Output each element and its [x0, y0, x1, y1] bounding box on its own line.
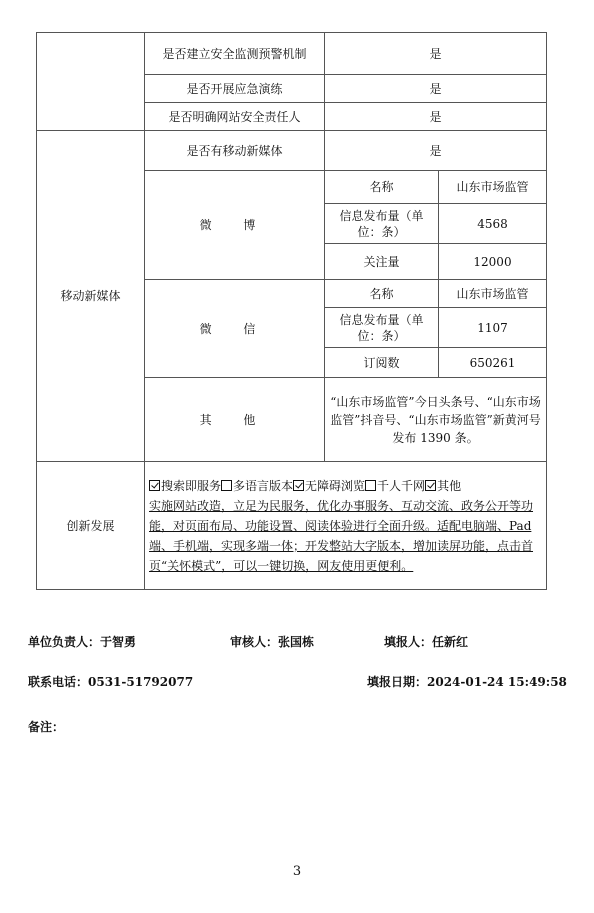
checkbox-checked-icon: [425, 480, 436, 491]
option-label: 搜索即服务: [161, 478, 222, 493]
filler: 填报人：任新红: [384, 635, 469, 649]
wechat-info-value: 1107: [439, 308, 547, 348]
page-number: 3: [292, 864, 302, 879]
option-label: 无障碍浏览: [305, 478, 366, 493]
emergency-drill-value: 是: [325, 75, 547, 103]
weibo-follow-label: 关注量: [325, 244, 439, 280]
wechat-subscribe-label: 订阅数: [325, 348, 439, 378]
checkbox-checked-icon: [293, 480, 304, 491]
has-mobile-media-value: 是: [325, 131, 547, 171]
security-warning-value: 是: [325, 33, 547, 75]
innovation-description: 实施网站改造，立足为民服务，优化办事服务、互动交流、政务公开等功能，对页面布局、功能设置、阅读体验进行全面升级。适配电脑端、Pad 端、手机端，实现多端一体；开发整站大字版本，增加读屏功能，点击首页“关怀模式”，可以一键切换，网友使用更便利。: [149, 498, 534, 573]
other-media-label: 其 他: [145, 378, 325, 462]
blank-section-cell: [37, 33, 145, 131]
weibo-label: 微 博: [145, 171, 325, 280]
security-warning-label: 是否建立安全监测预警机制: [145, 33, 325, 75]
mobile-media-section-label: 移动新媒体: [37, 131, 145, 462]
other-media-value: “山东市场监管”今日头条号、“山东市场监管”抖音号、“山东市场监管”新黄河号发布 1390 条。: [325, 378, 547, 462]
wechat-label: 微 信: [145, 280, 325, 378]
weibo-info-value: 4568: [439, 204, 547, 244]
option-label: 其他: [437, 478, 462, 493]
option-multilanguage: [221, 479, 293, 493]
option-label: 多语言版本: [233, 478, 294, 493]
option-search-service: [149, 479, 221, 493]
security-officer-value: 是: [325, 103, 547, 131]
remark-label: 备注：: [28, 720, 65, 734]
innovation-options: [149, 476, 542, 496]
has-mobile-media-label: 是否有移动新媒体: [145, 131, 325, 171]
wechat-name-value: 山东市场监管: [439, 280, 547, 308]
fill-date: 填报日期：2024-01-24 15:49:58: [367, 675, 567, 689]
checkbox-checked-icon: [149, 480, 160, 491]
security-officer-label: 是否明确网站安全责任人: [145, 103, 325, 131]
weibo-name-value: 山东市场监管: [439, 171, 547, 204]
option-accessibility: [293, 479, 365, 493]
option-other: [425, 479, 461, 493]
option-personalized: [365, 479, 425, 493]
option-label: 千人千网: [377, 478, 426, 493]
unit-head: 单位负责人：于智勇: [28, 635, 137, 649]
emergency-drill-label: 是否开展应急演练: [145, 75, 325, 103]
checkbox-unchecked-icon: [221, 480, 232, 491]
wechat-subscribe-value: 650261: [439, 348, 547, 378]
wechat-info-label: 信息发布量（单位：条）: [325, 308, 439, 348]
contact-phone: 联系电话：0531-51792077: [28, 675, 194, 689]
checkbox-unchecked-icon: [365, 480, 376, 491]
weibo-info-label: 信息发布量（单位：条）: [325, 204, 439, 244]
innovation-label: 创新发展: [37, 462, 145, 590]
innovation-content: [145, 462, 547, 590]
reviewer: 审核人：张国栋: [230, 635, 315, 649]
weibo-name-label: 名称: [325, 171, 439, 204]
report-table: [36, 32, 547, 590]
wechat-name-label: 名称: [325, 280, 439, 308]
weibo-follow-value: 12000: [439, 244, 547, 280]
